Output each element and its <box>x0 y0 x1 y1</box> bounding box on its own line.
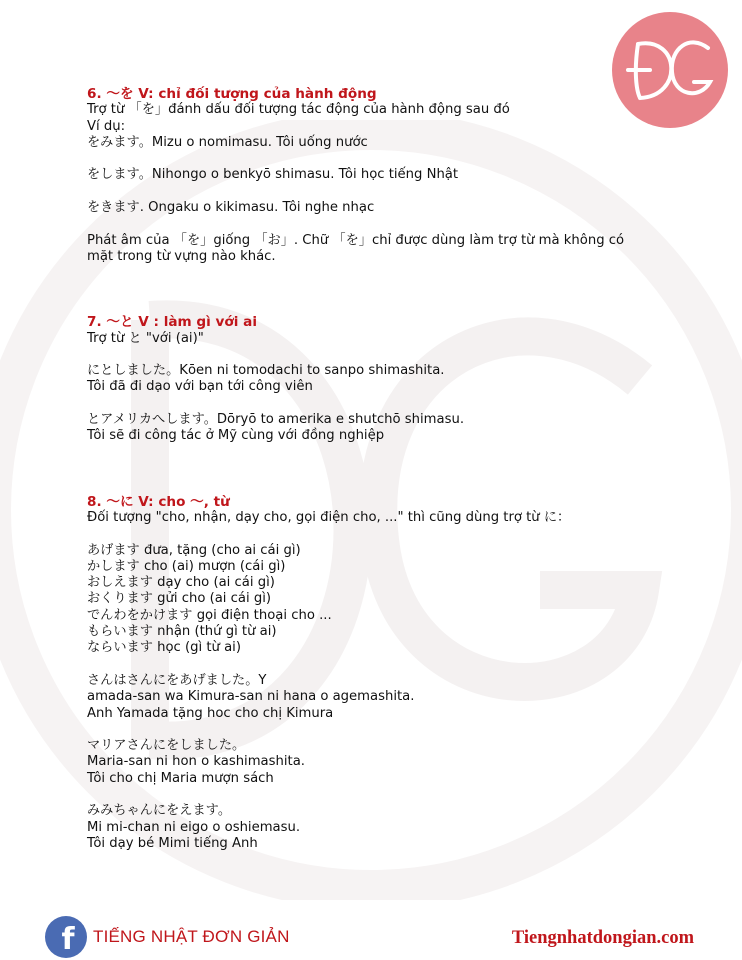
text-line: あげます đưa, tặng (cho ai cái gì) <box>87 542 301 558</box>
text-line: をみます。Mizu o nomimasu. Tôi uống nước <box>87 134 368 150</box>
text-line: ならいます học (gì từ ai) <box>87 640 241 656</box>
text-line: さんはさんにをあげました。Y <box>87 672 267 688</box>
text-line: をきます. Ongaku o kikimasu. Tôi nghe nhạc <box>87 200 375 216</box>
text-line: マリアさんにをしました。 <box>87 738 246 754</box>
text-line: mặt trong từ vựng nào khác. <box>87 248 276 264</box>
facebook-icon[interactable]: f <box>45 916 87 958</box>
footer-brand-name: TIẾNG NHẬT ĐƠN GIẢN <box>93 927 290 946</box>
blank-line <box>87 216 687 232</box>
blank-line <box>87 787 687 803</box>
text-line: をします。Nihongo o benkyō shimasu. Tôi học tiếng Nhật <box>87 167 459 183</box>
text-line: もらいます nhận (thứ gì từ ai) <box>87 624 277 640</box>
blank-line <box>87 722 687 738</box>
footer-brand-link[interactable] <box>45 916 290 958</box>
text-line: Tôi dạy bé Mimi tiếng Anh <box>87 835 258 851</box>
text-line: Maria-san ni hon o kashimashita. <box>87 754 305 770</box>
text-line: Đối tượng "cho, nhận, dạy cho, gọi điện cho, ..." thì cũng dùng trợ từ に： <box>87 509 571 525</box>
footer-website-link[interactable]: Tiengnhatdongian.com <box>511 928 694 948</box>
text-line: Trợ từ 「を」đánh dấu đối tượng tác động của hành động sau đó <box>87 102 510 118</box>
blank-line <box>87 657 687 673</box>
text-line: Mi mi-chan ni eigo o oshiemasu. <box>87 819 301 835</box>
text-line: Tôi sẽ đi công tác ở Mỹ cùng với đồng nghiệp <box>87 428 385 444</box>
section-title: 6. ～を V: chỉ đối tượng của hành động <box>87 86 377 102</box>
text-line: Ví dụ: <box>87 118 126 134</box>
text-line: amada-san wa Kimura-san ni hana o agemashita. <box>87 689 415 705</box>
text-line: Tôi cho chị Maria mượn sách <box>87 770 274 786</box>
text-line: Anh Yamada tặng hoc cho chị Kimura <box>87 705 334 721</box>
document-body <box>87 86 687 852</box>
text-line: みみちゃんにをえます。 <box>87 803 232 819</box>
text-line: とアメリカへします。Dōryō to amerika e shutchō shimasu. <box>87 412 465 428</box>
text-line: Phát âm của 「を」giống 「お」. Chữ 「を」chỉ được dùng làm trợ từ mà không có <box>87 232 625 248</box>
blank-line <box>87 526 687 542</box>
blank-line <box>87 396 687 412</box>
text-line: Trợ từ と "với (ai)" <box>87 330 204 346</box>
text-line: かします cho (ai) mượn (cái gì) <box>87 558 286 574</box>
section-title: 8. ～に V: cho ～, từ <box>87 493 230 510</box>
blank-line <box>87 184 687 200</box>
blank-line <box>87 151 687 167</box>
text-line: にとしました。Kōen ni tomodachi to sanpo shimashita. <box>87 363 445 379</box>
section-title: 7. ～と V : làm gì với ai <box>87 314 257 331</box>
text-line: おくります gửi cho (ai cái gì) <box>87 591 272 607</box>
text-line: Tôi đã đi dạo với bạn tới công viên <box>87 379 313 395</box>
blank-line <box>87 347 687 363</box>
text-line: おしえます dạy cho (ai cái gì) <box>87 575 275 591</box>
text-line: でんわをかけます gọi điện thoại cho ... <box>87 607 332 623</box>
